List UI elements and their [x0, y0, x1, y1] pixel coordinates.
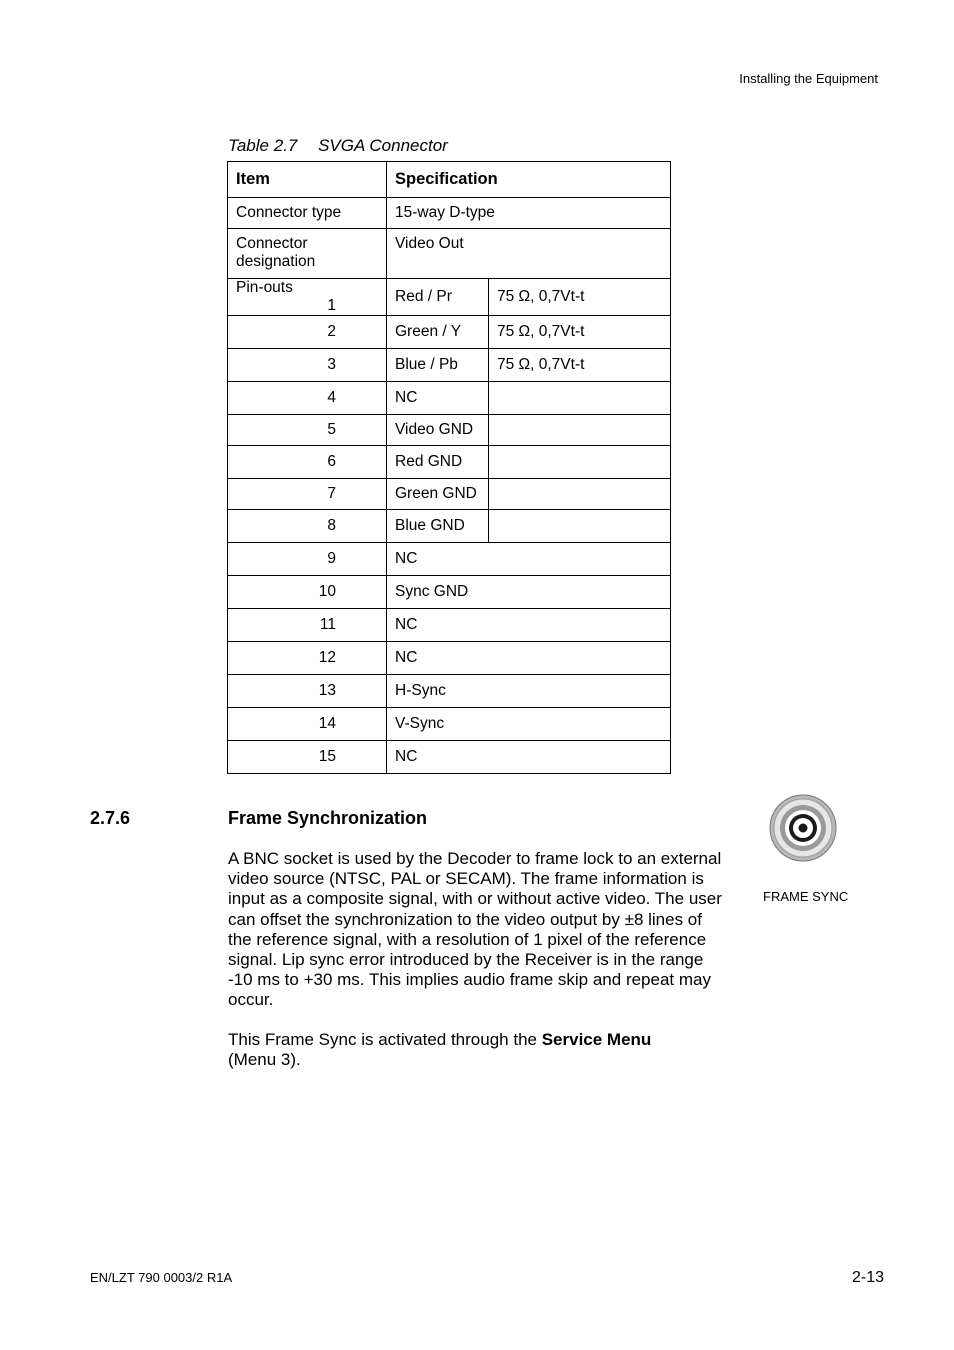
- table-row: [228, 708, 671, 741]
- header-item: Item: [228, 162, 387, 198]
- paragraph-description: A BNC socket is used by the Decoder to frame lock to an external video source (NTSC, PAL or SECAM). The frame information is input as a composite signal, with or without active video. The user can offset the synchronization to the video output by ±8 lines of the reference signal, with a resolution of 1 pixel of the reference signal. Lip sync error introduced by the Receiver is in the range -10 ms to +30 ms. This implies audio frame skip and repeat may occur.: [228, 849, 722, 1010]
- document-id: EN/LZT 790 0003/2 R1A: [90, 1270, 233, 1285]
- connector-type-value: 15-way D-type: [387, 198, 671, 229]
- pin-signal: NC: [387, 543, 671, 576]
- pin-cell: [228, 642, 387, 675]
- pin-level: 75 Ω, 0,7Vt-t: [489, 349, 671, 382]
- pin-signal: Blue / Pb: [387, 349, 489, 382]
- table-row: [228, 229, 671, 279]
- pin-level: [489, 446, 671, 479]
- pin-level: [489, 510, 671, 543]
- table-row: [228, 609, 671, 642]
- pin-level: 75 Ω, 0,7Vt-t: [489, 279, 671, 316]
- table-row: [228, 349, 671, 382]
- pin-signal: Red / Pr: [387, 279, 489, 316]
- pin-signal: NC: [387, 609, 671, 642]
- pin-cell: [228, 382, 387, 415]
- pin-cell: [228, 741, 387, 774]
- pin-number: 8: [327, 517, 336, 534]
- table-row: [228, 642, 671, 675]
- pin-signal: Green GND: [387, 479, 489, 510]
- pin-number: 3: [327, 356, 336, 373]
- pin-signal: Red GND: [387, 446, 489, 479]
- pin-number: 7: [327, 485, 336, 502]
- designation-label: Connector designation: [228, 229, 387, 279]
- pin-signal: Blue GND: [387, 510, 489, 543]
- pin-signal: NC: [387, 642, 671, 675]
- table-title: SVGA Connector: [318, 136, 448, 155]
- pin-signal: NC: [387, 382, 489, 415]
- page-number: 2-13: [851, 1269, 884, 1286]
- pin-cell: [228, 675, 387, 708]
- svga-connector-table: [227, 161, 671, 774]
- pin-cell: [228, 708, 387, 741]
- pin-cell: [228, 543, 387, 576]
- table-row: [228, 198, 671, 229]
- table-row: [228, 446, 671, 479]
- table-row: [228, 279, 671, 316]
- pin-number: 9: [327, 550, 336, 567]
- pin-number: 10: [318, 583, 336, 600]
- pin-signal: V-Sync: [387, 708, 671, 741]
- pin-signal: Sync GND: [387, 576, 671, 609]
- pin-number: 12: [318, 649, 336, 666]
- pin-number: 4: [327, 389, 336, 406]
- table-row: [228, 576, 671, 609]
- header-specification: Specification: [387, 162, 671, 198]
- section-number: 2.7.6: [90, 808, 131, 828]
- table-caption: [228, 136, 448, 156]
- table-row: [228, 479, 671, 510]
- pin-cell: [228, 576, 387, 609]
- pin-number: 2: [327, 323, 336, 340]
- table-row: [228, 510, 671, 543]
- pin-number: 14: [318, 715, 336, 732]
- pin-level: 75 Ω, 0,7Vt-t: [489, 316, 671, 349]
- pin-level: [489, 479, 671, 510]
- menu-ref: (Menu 3).: [228, 1050, 301, 1070]
- pin-cell: [228, 279, 387, 316]
- section-title: Frame Synchronization: [228, 808, 428, 828]
- table-row: [228, 675, 671, 708]
- table-row: [228, 741, 671, 774]
- paragraph-activation: [228, 1030, 728, 1070]
- pin-number: 11: [319, 616, 336, 633]
- table-row: [228, 316, 671, 349]
- pinouts-label: Pin-outs: [236, 279, 293, 296]
- bnc-connector-icon: [768, 794, 838, 864]
- pin-signal: Video GND: [387, 415, 489, 446]
- pin-cell: [228, 479, 387, 510]
- pin-level: [489, 382, 671, 415]
- table-row: [228, 543, 671, 576]
- pin-cell: [228, 609, 387, 642]
- connector-type-label: Connector type: [228, 198, 387, 229]
- pin-signal: NC: [387, 741, 671, 774]
- pin-level: [489, 415, 671, 446]
- pin-number: 1: [327, 297, 336, 314]
- activation-text: This Frame Sync is activated through the: [228, 1030, 542, 1049]
- pin-number: 13: [318, 682, 336, 699]
- pin-cell: [228, 316, 387, 349]
- pin-number: 15: [318, 748, 336, 765]
- designation-value: Video Out: [387, 229, 671, 279]
- pin-cell: [228, 510, 387, 543]
- running-header: Installing the Equipment: [739, 71, 878, 86]
- pin-signal: H-Sync: [387, 675, 671, 708]
- pin-signal: Green / Y: [387, 316, 489, 349]
- figure-label: FRAME SYNC: [763, 889, 849, 904]
- pin-number: 6: [327, 453, 336, 470]
- table-number: Table 2.7: [228, 136, 298, 155]
- table-row: [228, 382, 671, 415]
- pin-cell: [228, 415, 387, 446]
- pin-number: 5: [327, 421, 336, 438]
- service-menu-ref: Service Menu: [541, 1030, 652, 1049]
- table-header-row: [228, 162, 671, 198]
- pin-cell: [228, 349, 387, 382]
- table-row: [228, 415, 671, 446]
- pin-cell: [228, 446, 387, 479]
